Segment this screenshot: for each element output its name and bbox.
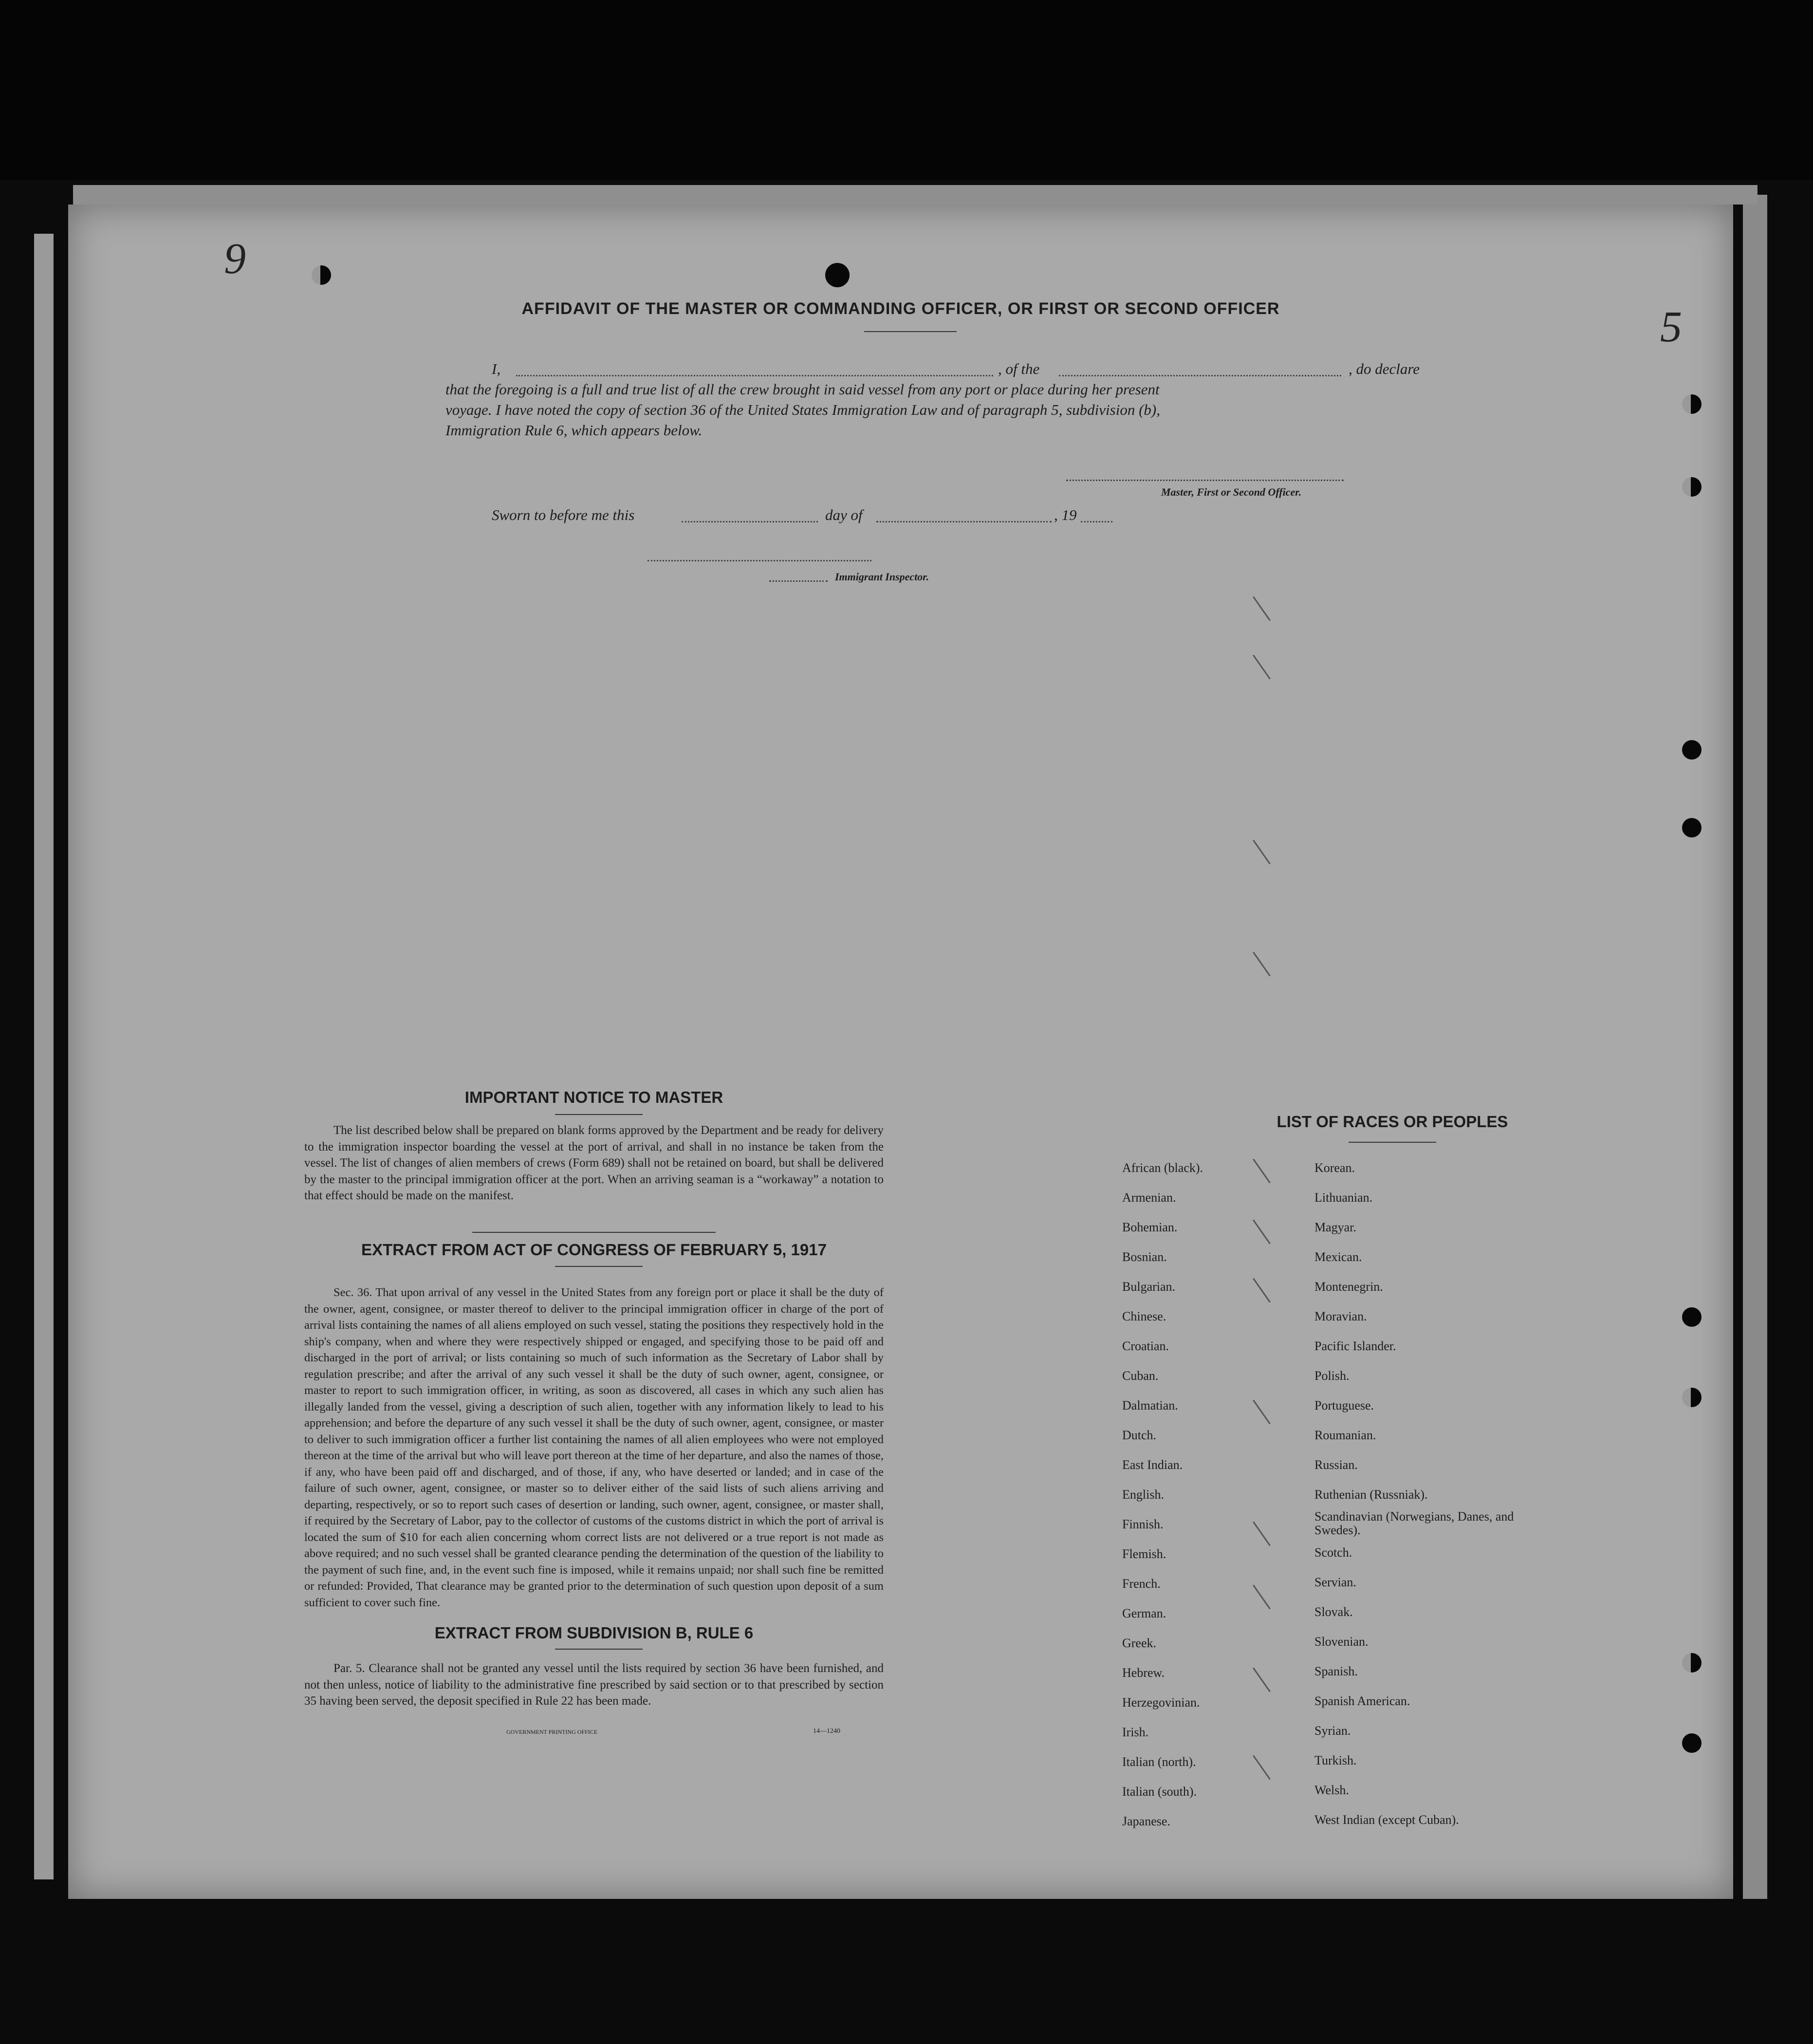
race-left: German. — [1122, 1606, 1166, 1620]
scanner-background — [0, 0, 1813, 180]
race-right: Mexican. — [1314, 1250, 1362, 1264]
signature-caption: Master, First or Second Officer. — [1161, 486, 1302, 498]
race-left: English. — [1122, 1487, 1164, 1502]
affidavit-line4: Immigration Rule 6, which appears below. — [445, 422, 703, 439]
sheet-edge-top — [73, 185, 1758, 204]
printer-imprint: GOVERNMENT PRINTING OFFICE — [506, 1728, 598, 1735]
affidavit-do-declare: , do declare — [1349, 360, 1420, 377]
punch-hole — [1682, 477, 1702, 497]
race-right: Portuguese. — [1314, 1398, 1374, 1412]
act-rule — [555, 1266, 643, 1267]
check-tick — [1253, 1400, 1271, 1425]
race-right: Roumanian. — [1314, 1428, 1376, 1442]
race-right: Slovenian. — [1314, 1635, 1369, 1649]
notice-divider — [472, 1232, 716, 1233]
year-blank — [1081, 521, 1112, 522]
race-left: Croatian. — [1122, 1339, 1169, 1353]
punch-hole — [1682, 1733, 1702, 1753]
act-body: Sec. 36. That upon arrival of any vessel in the United States from any foreign port or place it shall be the duty of the owner, agent, consignee, or master thereof to deliver to the principal immigration officer in charge of the port of arrival lists containing the names of all aliens employed on such vessel, stating the positions they respectively hold in the ship's company, when and where they were respectively shipped or engaged, and specifying those to be paid off and discharged in the port of arrival; or lists containing so much of such information as the Secretary of Labor shall by regulation prescribe; and after the arrival of any such vessel it shall be the duty of such owner, agent, consignee, or master to report to such immigration officer, in writing, as soon as discovered, all cases in which any such alien has illegally landed from the vessel, giving a description of such alien, together with any information likely to lead to his apprehension; and before the departure of any such vessel it shall be the duty of such owner, agent, consignee, or master to deliver to such immigration officer a further list containing the names of all alien employees who were not employed thereon at the time of the arrival but who will leave port thereon at the time of her departure, and also the names of those, if any, who have been paid off and discharged, and of those, if any, who have deserted or landed; and in case of the failure of such owner, agent, consignee, or master so to deliver either of the said lists of such aliens arriving and departing, respectively, or so to report such cases of desertion or landing, such owner, agent, consignee, or master shall, if required by the Secretary of Labor, pay to the collector of customs of the customs district in which the port of arrival is located the sum of $10 for each alien concerning whom correct lists are not delivered or a true report is not made as above required; and no such vessel shall be granted clearance pending the determination of the question of the liability to the payment of such fine, and, in the event such fine is imposed, while it remains unpaid; nor shall such fine be remitted or refunded: Provided, That clearance may be granted prior to the determination of such question upon deposit of a sum sufficient to cover such fine. — [304, 1286, 884, 1609]
race-right: Lithuanian. — [1314, 1190, 1373, 1205]
race-left: Greek. — [1122, 1636, 1157, 1650]
race-right: Russian. — [1314, 1458, 1358, 1472]
race-left: Hebrew. — [1122, 1666, 1165, 1680]
race-right: Slovak. — [1314, 1605, 1353, 1619]
month-blank — [876, 521, 1052, 522]
name-blank — [516, 375, 993, 376]
race-left: French. — [1122, 1577, 1161, 1591]
signature-blank — [1066, 480, 1344, 481]
race-right: Pacific Islander. — [1314, 1339, 1396, 1353]
act-title: EXTRACT FROM ACT OF CONGRESS OF FEBRUARY 5, 1917 — [361, 1241, 827, 1259]
race-right: Syrian. — [1314, 1724, 1351, 1738]
rule-body: Par. 5. Clearance shall not be granted any vessel until the lists required by section 36 have been furnished, and not then unless, notice of liability to the administrative fine prescribed by said section or to that prescribed by section 35 having been served, the deposit specified in Rule 22 has been made. — [304, 1662, 884, 1708]
affidavit-of-the: , of the — [998, 360, 1040, 377]
race-left: African (black). — [1122, 1161, 1203, 1175]
race-left: Herzegovinian. — [1122, 1695, 1200, 1710]
race-right: Welsh. — [1314, 1783, 1349, 1797]
sworn-prefix: Sworn to before me this — [492, 506, 635, 523]
check-tick — [1253, 1755, 1271, 1780]
race-left: Dutch. — [1122, 1428, 1157, 1442]
race-left: Cuban. — [1122, 1369, 1159, 1383]
punch-hole — [1682, 1307, 1702, 1327]
rule-title: EXTRACT FROM SUBDIVISION B, RULE 6 — [434, 1624, 754, 1642]
punch-hole — [1682, 394, 1702, 414]
affidavit-line2: that the foregoing is a full and true list of all the crew brought in said vessel from any port or place during her present — [445, 381, 1160, 398]
race-right: Spanish. — [1314, 1664, 1358, 1678]
check-tick — [1253, 1220, 1271, 1245]
race-left: Flemish. — [1122, 1547, 1166, 1561]
check-tick — [1253, 1278, 1271, 1303]
rule-rule — [555, 1649, 643, 1650]
handwritten-mark-right: 5 — [1660, 303, 1682, 351]
punch-hole — [312, 265, 331, 285]
race-left: Bosnian. — [1122, 1250, 1167, 1264]
notice-title: IMPORTANT NOTICE TO MASTER — [464, 1088, 723, 1106]
check-tick — [1253, 1668, 1271, 1692]
race-left: Japanese. — [1122, 1814, 1170, 1828]
race-right: Korean. — [1314, 1161, 1355, 1175]
race-left: Armenian. — [1122, 1190, 1176, 1205]
check-tick — [1253, 655, 1271, 680]
race-right: Montenegrin. — [1314, 1280, 1383, 1294]
day-blank — [682, 521, 818, 522]
inspector-caption: Immigrant Inspector. — [835, 571, 929, 583]
punch-hole — [1682, 1388, 1702, 1407]
punch-hole — [1682, 740, 1702, 760]
check-tick — [1253, 840, 1271, 865]
race-right: Ruthenian (Russniak). — [1314, 1487, 1428, 1502]
race-right: Scandinavian (Norwegians, Danes, and Swedes). — [1314, 1509, 1514, 1537]
race-right: Spanish American. — [1314, 1694, 1410, 1708]
punch-hole — [1682, 818, 1702, 837]
check-tick — [1253, 952, 1271, 977]
races-title: LIST OF RACES OR PEOPLES — [1276, 1113, 1508, 1131]
check-tick — [1253, 1159, 1271, 1184]
race-left: East Indian. — [1122, 1458, 1183, 1472]
notice-rule — [555, 1114, 643, 1115]
sheet-edge-left — [34, 234, 54, 1879]
race-left: Finnish. — [1122, 1517, 1164, 1531]
affidavit-line3: voyage. I have noted the copy of section 36 of the United States Immigration Law and of paragraph 5, subdivision (b), — [445, 401, 1160, 418]
form-number: 14—1240 — [813, 1728, 840, 1735]
race-left: Dalmatian. — [1122, 1398, 1178, 1412]
punch-hole — [1682, 1653, 1702, 1672]
notice-body: The list described below shall be prepared on blank forms approved by the Department and be ready for delivery to the immigration inspector boarding the vessel at the port of arrival, and shall in no instance be taken from the vessel. The list of changes of alien members of crews (Form 689) shall not be retained on board, but shall be delivered by the master to the principal immigration officer at the port. When an arriving seaman is a “workaway” a notation to that effect should be made on the manifest. — [304, 1124, 884, 1202]
punch-hole — [825, 263, 850, 287]
sheet-edge-right — [1743, 195, 1767, 1899]
race-left: Bulgarian. — [1122, 1280, 1176, 1294]
handwritten-mark-left: 9 — [224, 235, 246, 283]
race-right: Turkish. — [1314, 1753, 1357, 1767]
check-tick — [1253, 1522, 1271, 1546]
title-rule — [864, 331, 957, 332]
race-right: Magyar. — [1314, 1220, 1356, 1234]
race-left: Irish. — [1122, 1725, 1149, 1739]
year-prefix: , 19 — [1054, 506, 1077, 523]
race-right: Polish. — [1314, 1369, 1350, 1383]
check-tick — [1253, 596, 1271, 621]
race-right: Servian. — [1314, 1575, 1356, 1589]
race-left: Italian (south). — [1122, 1784, 1197, 1799]
inspector-blank-short — [769, 580, 828, 582]
day-of: day of — [825, 506, 863, 523]
race-left: Chinese. — [1122, 1309, 1166, 1323]
race-left: Bohemian. — [1122, 1220, 1178, 1234]
document-page — [68, 204, 1733, 1899]
race-right: Moravian. — [1314, 1309, 1367, 1323]
inspector-blank — [648, 560, 871, 561]
race-right: West Indian (except Cuban). — [1314, 1813, 1459, 1827]
vessel-blank — [1059, 375, 1341, 376]
race-left: Italian (north). — [1122, 1755, 1196, 1769]
check-tick — [1253, 1585, 1271, 1610]
affidavit-title: AFFIDAVIT OF THE MASTER OR COMMANDING OFFICER, OR FIRST OR SECOND OFFICER — [521, 299, 1280, 318]
race-right: Scotch. — [1314, 1545, 1352, 1560]
races-rule — [1349, 1142, 1436, 1143]
affidavit-i: I, — [492, 360, 501, 377]
